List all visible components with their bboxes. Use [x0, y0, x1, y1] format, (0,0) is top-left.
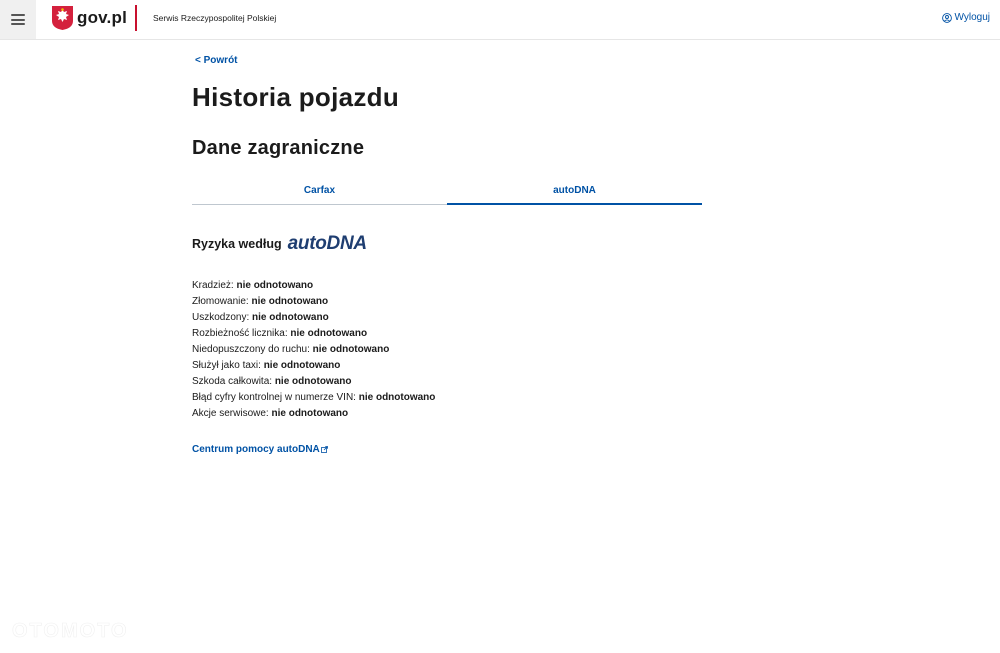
help-center-link[interactable] — [192, 444, 328, 455]
hamburger-icon — [11, 14, 25, 25]
risk-item-label: Złomowanie: — [192, 296, 249, 307]
tab-autodna[interactable]: autoDNA — [447, 180, 702, 204]
watermark: OTOMOTO — [12, 620, 129, 642]
risk-item-value: nie odnotowano — [290, 328, 368, 339]
tab-carfax[interactable]: Carfax — [303, 185, 336, 196]
service-name: Serwis Rzeczypospolitej Polskiej — [153, 13, 277, 23]
risk-item-value: nie odnotowano — [271, 408, 349, 419]
risk-item — [192, 406, 702, 422]
risk-list — [192, 278, 702, 422]
risk-item-label: Akcje serwisowe: — [192, 408, 269, 419]
risk-item — [192, 278, 702, 294]
risk-item — [192, 374, 702, 390]
section-title: Dane zagraniczne — [192, 137, 365, 159]
risk-item-label: Niedopuszczony do ruchu: — [192, 344, 310, 355]
logo-divider — [135, 5, 137, 31]
risk-heading-label: Ryzyka według — [192, 236, 282, 251]
risk-item — [192, 326, 702, 342]
page-title: Historia pojazdu — [192, 82, 400, 112]
risk-item-value: nie odnotowano — [252, 312, 329, 323]
risk-item-value: nie odnotowano — [236, 280, 314, 291]
risk-item-value: nie odnotowano — [274, 376, 352, 387]
risk-item — [192, 358, 702, 374]
risk-item-value: nie odnotowano — [358, 392, 436, 403]
risk-item — [192, 390, 702, 406]
external-link-icon — [321, 446, 328, 453]
logout-link[interactable] — [942, 12, 990, 23]
source-tabs — [192, 180, 702, 205]
risk-item-label: Służył jako taxi: — [192, 360, 261, 371]
risk-item — [192, 342, 702, 358]
top-bar — [0, 0, 1000, 40]
risk-item-label: Kradzież: — [192, 280, 234, 291]
risk-item-label: Szkoda całkowita: — [192, 376, 273, 387]
risk-item-label: Rozbieżność licznika: — [192, 328, 288, 339]
logo-text: gov.pl — [77, 8, 127, 27]
back-link[interactable]: < Powrót — [195, 55, 238, 66]
autodna-logo: autoDNA — [287, 233, 367, 254]
user-circle-icon — [942, 13, 952, 23]
menu-button[interactable] — [0, 0, 36, 39]
eagle-emblem-icon — [52, 6, 73, 30]
risk-item-value: nie odnotowano — [312, 344, 390, 355]
gov-logo[interactable] — [52, 5, 127, 31]
risk-heading — [192, 234, 367, 253]
help-center-label: Centrum pomocy autoDNA — [192, 444, 320, 455]
risk-item-value: nie odnotowano — [251, 296, 329, 307]
risk-item-label: Błąd cyfry kontrolnej w numerze VIN: — [192, 392, 356, 403]
risk-item — [192, 310, 702, 326]
logout-label: Wyloguj — [954, 12, 990, 23]
risk-item-value: nie odnotowano — [263, 360, 341, 371]
risk-item-label: Uszkodzony: — [192, 312, 250, 323]
risk-item — [192, 294, 702, 310]
